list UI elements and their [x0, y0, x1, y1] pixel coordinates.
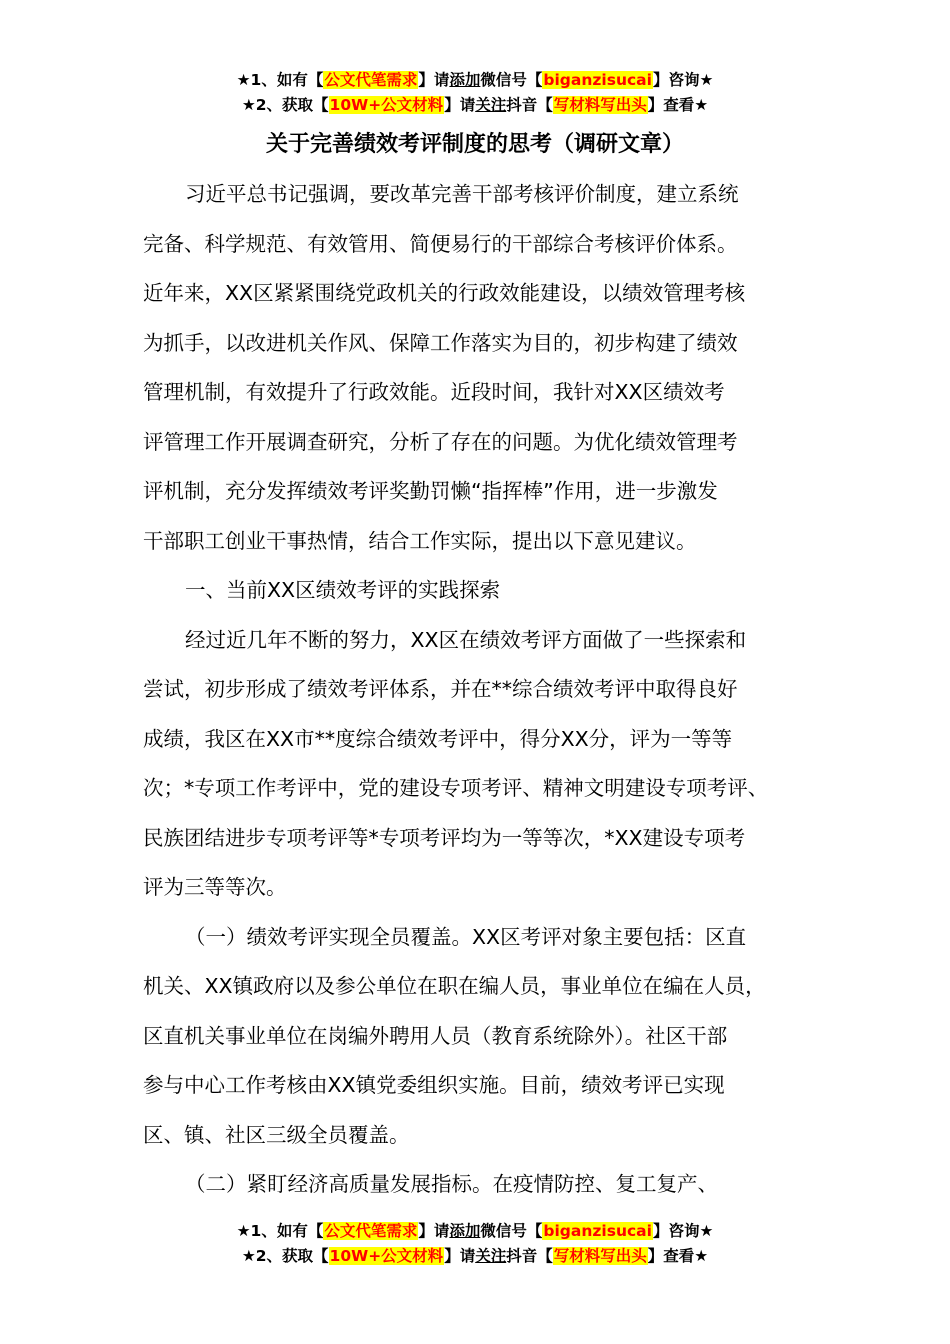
document-title: 关于完善绩效考评制度的思考（调研文章）: [265, 132, 684, 157]
body-line: 评为三等等次。: [143, 875, 287, 899]
ad-text: 抖音【: [506, 96, 553, 114]
ad-underline: 关注: [475, 96, 507, 114]
body-line: 评机制，充分发挥绩效考评奖勤罚懒“指挥棒”作用，进一步激发: [143, 479, 718, 503]
footer-ad-line-2: [0, 1244, 950, 1268]
body-line: 尝试，初步形成了绩效考评体系，并在**综合绩效考评中取得良好: [143, 677, 738, 701]
header-ad-line-1: [0, 68, 950, 92]
ad-text: 】请: [444, 1247, 476, 1265]
header-ad-line-2: [0, 93, 950, 117]
ad-highlight: 写材料写出头: [553, 96, 647, 114]
ad-underline: 添加: [449, 1222, 481, 1240]
ad-text: 】查看★: [647, 96, 709, 114]
body-line: 完备、科学规范、有效管用、简便易行的干部综合考核评价体系。: [143, 231, 738, 256]
ad-highlight: 公文代笔需求: [324, 71, 418, 89]
ad-text: ★2、获取【: [241, 1247, 329, 1265]
body-line: 评管理工作开展调查研究，分析了存在的问题。为优化绩效管理考: [143, 429, 738, 454]
ad-text: 】请: [444, 96, 476, 114]
body-line: 经过近几年不断的努力，XX区在绩效考评方面做了一些探索和: [185, 627, 747, 652]
ad-text: ★2、获取【: [241, 96, 329, 114]
section-heading: 一、当前XX区绩效考评的实践探索: [185, 578, 501, 602]
body-line: 管理机制，有效提升了行政效能。近段时间，我针对XX区绩效考: [143, 380, 725, 404]
ad-highlight: 写材料写出头: [553, 1247, 647, 1265]
ad-text: ★1、如有【: [236, 1222, 324, 1240]
ad-text: 】咨询★: [652, 1222, 714, 1240]
subsection-line: （二）紧盯经济高质量发展指标。在疫情防控、复工复产、: [185, 1172, 718, 1196]
ad-text: 】请: [418, 1222, 450, 1240]
ad-underline: 添加: [449, 71, 481, 89]
body-line: 民族团结进步专项考评等*专项考评均为一等等次，*XX建设专项考: [143, 825, 746, 850]
ad-highlight: biganzisucai: [543, 1222, 652, 1240]
ad-highlight: biganzisucai: [543, 71, 652, 89]
ad-underline: 关注: [475, 1247, 507, 1265]
body-line: 习近平总书记强调，要改革完善干部考核评价制度，建立系统: [185, 182, 739, 206]
ad-text: 微信号【: [480, 71, 543, 89]
ad-highlight: 10W+公文材料: [329, 1247, 444, 1265]
ad-text: 抖音【: [506, 1247, 553, 1265]
ad-text: ★1、如有【: [236, 71, 324, 89]
document-body: [143, 170, 813, 1210]
body-line: 干部职工创业干事热情，结合工作实际，提出以下意见建议。: [143, 528, 697, 553]
subsection-line: （一）绩效考评实现全员覆盖。XX区考评对象主要包括：区直: [185, 924, 747, 949]
body-line: 成绩，我区在XX市**度综合绩效考评中，得分XX分，评为一等等: [143, 726, 733, 751]
ad-text: 微信号【: [480, 1222, 543, 1240]
ad-text: 】请: [418, 71, 450, 89]
body-line: 次；*专项工作考评中，党的建设专项考评、精神文明建设专项考评、: [143, 776, 769, 800]
body-line: 近年来，XX区紧紧围绕党政机关的行政效能建设，以绩效管理考核: [143, 281, 746, 305]
body-line: 参与中心工作考核由XX镇党委组织实施。目前，绩效考评已实现: [143, 1073, 725, 1097]
body-line: 区直机关事业单位在岗编外聘用人员（教育系统除外）。社区干部: [143, 1023, 728, 1048]
body-line: 机关、XX镇政府以及参公单位在职在编人员，事业单位在编在人员，: [143, 974, 766, 998]
body-line: 区、镇、社区三级全员覆盖。: [143, 1122, 410, 1147]
ad-highlight: 10W+公文材料: [329, 96, 444, 114]
ad-text: 】查看★: [647, 1247, 709, 1265]
ad-highlight: 公文代笔需求: [324, 1222, 418, 1240]
footer-ad-line-1: [0, 1219, 950, 1243]
ad-text: 】咨询★: [652, 71, 714, 89]
body-line: 为抓手，以改进机关作风、保障工作落实为目的，初步构建了绩效: [143, 330, 738, 355]
